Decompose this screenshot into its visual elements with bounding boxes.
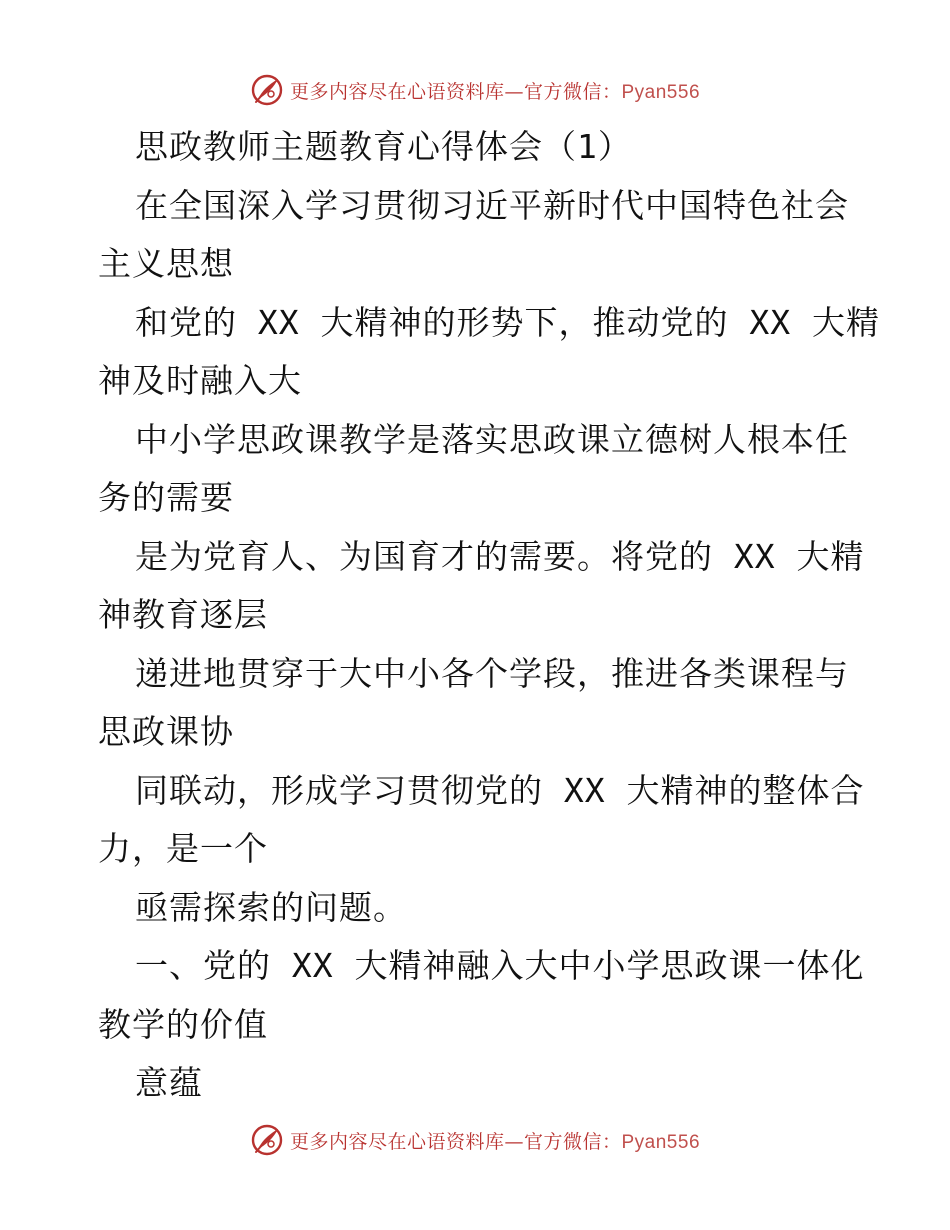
- body-text-line: 神教育逐层: [98, 595, 268, 634]
- header-banner-text: [290, 77, 700, 104]
- header-wechat-label: 官方微信：: [523, 80, 622, 103]
- header-banner-title: 更多内容尽在心语资料库: [289, 80, 505, 103]
- body-text-line: 主义思想: [98, 244, 234, 283]
- body-text-line: 是为党育人、为国育才的需要。将党的 XX 大精: [135, 536, 865, 576]
- footer-banner: [0, 1120, 950, 1160]
- quill-logo-icon: [250, 1123, 284, 1157]
- body-text-line: 递进地贯穿于大中小各个学段，推进各类课程与: [135, 653, 849, 693]
- footer-banner-separator: —: [504, 1130, 524, 1153]
- footer-wechat-label: 官方微信：: [523, 1130, 622, 1153]
- header-banner: [0, 70, 950, 110]
- body-text-line: 在全国深入学习贯彻习近平新时代中国特色社会: [135, 185, 849, 225]
- footer-banner-inner: [250, 1123, 700, 1157]
- body-text-line: 务的需要: [98, 478, 234, 517]
- body-text-line: 亟需探索的问题。: [135, 887, 407, 927]
- document-body: [98, 118, 880, 1113]
- body-text-line: 神及时融入大: [98, 361, 302, 400]
- body-text-line: 和党的 XX 大精神的形势下，推动党的 XX 大精: [135, 302, 880, 342]
- body-text-line: 思政课协: [98, 712, 234, 751]
- body-text-line: 思政教师主题教育心得体会（1）: [135, 127, 632, 166]
- header-wechat-handle: Pyan556: [621, 81, 701, 103]
- header-banner-inner: [250, 73, 700, 107]
- body-text-line: 教学的价值: [98, 1004, 268, 1044]
- footer-wechat-handle: Pyan556: [621, 1131, 701, 1153]
- body-text-line: 意蕴: [135, 1063, 203, 1102]
- footer-banner-text: [290, 1127, 700, 1154]
- quill-logo-icon: [250, 73, 284, 107]
- header-banner-separator: —: [504, 80, 524, 103]
- body-text-line: 同联动，形成学习贯彻党的 XX 大精神的整体合: [135, 770, 865, 810]
- body-text-line: 一、党的 XX 大精神融入大中小学思政课一体化: [135, 946, 865, 985]
- body-text-line: 中小学思政课教学是落实思政课立德树人根本任: [135, 419, 849, 459]
- footer-banner-title: 更多内容尽在心语资料库: [289, 1130, 505, 1153]
- body-text-line: 力，是一个: [98, 829, 268, 868]
